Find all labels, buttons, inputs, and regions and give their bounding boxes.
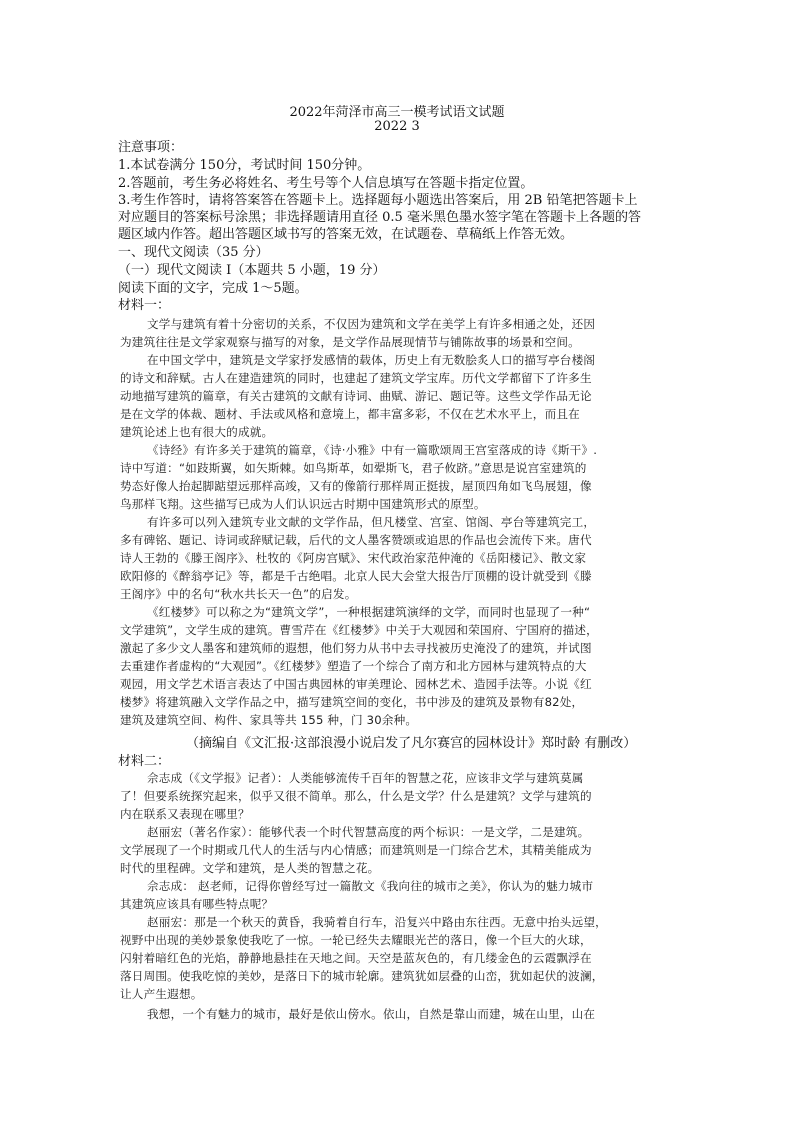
material2-line: 赵丽宏：那是一个秋天的黄昏，我骑着自行车，沿复兴中路由东往西。无意中抬头远望， [147, 915, 607, 929]
material2-line: 时代的里程碑。文学和建筑，是人类的智慧之花。 [120, 861, 380, 875]
material2-line: 让人产生遐想。 [120, 987, 203, 1001]
section-heading: 一、现代文阅读（35 分） [118, 245, 269, 260]
material2-line: 落日周围。使我吃惊的美妙，是落日下的城市轮廓。建筑犹如层叠的山峦，犹如起伏的波澜， [120, 969, 604, 983]
material2-line: 视野中出现的美妙景象使我吃了一惊。一轮已经失去耀眼光芒的落日，像一个巨大的火球， [120, 933, 592, 947]
material1-line: 《红楼梦》可以称之为“建筑文学”，一种根据建筑演绎的文学，而同时也显现了一种“ [147, 605, 591, 619]
notice-line: 2.答题前，考生务必将姓名、考生号等个人信息填写在答题卡指定位置。 [118, 176, 534, 191]
material1-line: 楼梦》将建筑融入文学作品之中，描写建筑空间的变化，书中涉及的建筑及景物有82处， [120, 695, 584, 709]
section-instruction: 阅读下面的文字，完成 1～5题。 [118, 281, 308, 296]
material2-line: 了！但要系统探究起来，似乎又很不简单。那么，什么是文学？什么是建筑？文学与建筑的 [120, 789, 592, 803]
material1-line: 多有碑铭、题记、诗词或辞赋记载，后代的文人墨客赞颂或追思的作品也会流传下来。唐代 [120, 533, 592, 547]
material1-line: 为建筑往往是文学家观察与描写的对象，是文学作品展现情节与铺陈故事的场景和空间。 [120, 335, 580, 349]
material1-line: 动地描写建筑的篇章，有关古建筑的文献有诗词、曲赋、游记、题记等。这些文学作品无论 [120, 389, 592, 403]
material1-line: 鸟那样飞翔。这些描写已成为人们认识远古时期中国建筑形式的原型。 [120, 497, 486, 511]
material1-line: 势态好像人抬起脚踮望远那样高竣，又有的像箭行那样周正挺拔，屋顶四角如飞鸟展翅，像 [120, 479, 592, 493]
material2-line: 闪射着暗红色的光焰，静静地悬挂在天地之间。天空是蓝灰色的，有几缕金色的云霞飘浮在 [120, 951, 592, 965]
notice-line: 1.本试卷满分 150分，考试时间 150分钟。 [118, 158, 371, 173]
notice-heading: 注意事项： [118, 140, 184, 155]
material1-line: 文学与建筑有着十分密切的关系，不仅因为建筑和文学在美学上有许多相通之处，还因 [147, 317, 596, 331]
notice-line: 3.考生作答时，请将答案答在答题卡上。选择题每小题选出答案后，用 2B 铅笔把答题卡上 [118, 193, 638, 208]
section-sub-heading: （一）现代文阅读 I（本题共 5 小题，19 分） [118, 263, 386, 278]
material1-line: 有许多可以列入建筑专业文献的文学作品，但凡楼堂、宫室、馆阁、亭台等建筑完工， [147, 515, 596, 529]
material1-line: 《诗经》有许多关于建筑的篇章，《诗·小雅》中有一篇歌颂周王宫室落成的诗《斯干》. [147, 443, 598, 457]
material2-line: 赵丽宏（著名作家）：能够代表一个时代智慧高度的两个标识：一是文学，二是建筑。 [147, 825, 590, 839]
material1-line: 观园，用文学艺术语言表达了中国古典园林的审美理论、园林艺术、造园手法等。小说《红 [120, 677, 592, 691]
material2-label: 材料二： [118, 754, 171, 769]
material2-line: 内在联系又表现在哪里？ [120, 807, 250, 821]
notice-line: 题区域内作答。超出答题区域书写的答案无效，在试题卷、草稿纸上作答无效。 [118, 227, 574, 242]
material1-line: 王阁序》中的名句“秋水共长天一色”的启发。 [120, 587, 357, 601]
material2-line: 我想，一个有魅力的城市，最好是依山傍水。依山，自然是靠山而建，城在山里，山在 [147, 1007, 596, 1021]
material1-line: 建筑论述上也有很大的成就。 [120, 425, 274, 439]
material2-line: 其建筑应该具有哪些特点呢？ [120, 897, 274, 911]
material1-line: 文学建筑”，文学生成的建筑。曹雪芹在《红楼梦》中关于大观园和荣国府、宁国府的描述， [120, 623, 598, 637]
material2-line: 佘志成： 赵老师，记得你曾经写过一篇散文《我向往的城市之美》，你认为的魅力城市 [147, 879, 594, 893]
material1-line: 诗中写道：“如跂斯翼，如矢斯棘。如鸟斯革，如翚斯飞，君子攸跻。”意思是说宫室建筑的 [120, 461, 587, 475]
material1-line: 建筑及建筑空间、构件、家具等共 155 种，门 30余种。 [120, 713, 418, 727]
material1-line: 去重建作者虚构的“大观园”。《红楼梦》塑造了一个综合了南方和北方园林与建筑特点的大 [120, 659, 587, 673]
notice-line: 对应题目的答案标号涂黑；非选择题请用直径 0.5 毫米黑色墨水签字笔在答题卡上各题的答 [118, 210, 641, 225]
material1-line: 激起了多少文人墨客和建筑师的遐想，他们努力从书中去寻找被历史淹没了的建筑，并试图 [120, 641, 592, 655]
material1-label: 材料一： [118, 298, 171, 313]
material1-line: 诗人王勃的《滕王阁序》、杜牧的《阿房宫赋》、宋代政治家范仲淹的《岳阳楼记》、散文家 [120, 551, 587, 565]
material1-line: 是在文学的体裁、题材、手法或风格和意境上，都丰富多彩，不仅在艺术水平上，而且在 [120, 407, 580, 421]
material1-line: 的诗文和辞赋。古人在建造建筑的同时，也建起了建筑文学宝库。历代文学都留下了许多生 [120, 371, 592, 385]
material1-source: （摘编自《文汇报·这部浪漫小说启发了凡尔赛宫的园林设计》郑时龄 有删改） [186, 736, 637, 751]
material2-line: 佘志成（《文学报》记者）：人类能够流传千百年的智慧之花，应该非文学与建筑莫属 [147, 771, 584, 785]
material1-line: 在中国文学中，建筑是文学家抒发感情的载体，历史上有无数脍炙人口的描写亭台楼阁 [147, 353, 596, 367]
exam-date: 2022 3 [374, 119, 420, 134]
material2-line: 文学展现了一个时期或几代人的生活与内心情感；而建筑则是一门综合艺术，其精美能成为 [120, 843, 592, 857]
exam-title: 2022年菏泽市高三一模考试语文试题 [289, 105, 505, 120]
material1-line: 欧阳修的《醉翁亭记》等，都是千古绝唱。北京人民大会堂大报告厅顶棚的设计就受到《滕 [120, 569, 592, 583]
